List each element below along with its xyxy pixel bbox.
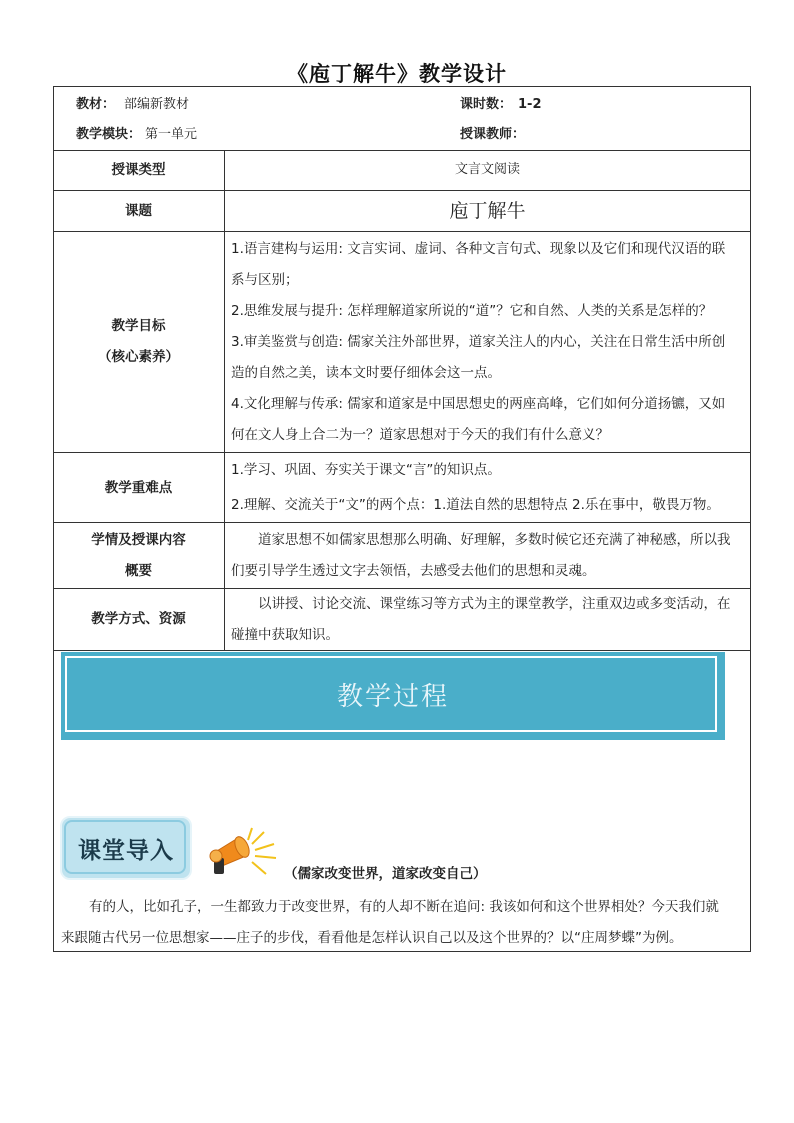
objective-line: 何在文人身上合二为一？道家思想对于今天的我们有什么意义？ bbox=[231, 427, 609, 443]
objective-line: 1.语言建构与运用: 文言实词、虚词、各种文言句式、现象以及它们和现代汉语的联 bbox=[231, 241, 726, 257]
objectives-sublabel: （核心素养） bbox=[98, 349, 179, 365]
textbook-value: 部编新教材 bbox=[124, 97, 190, 112]
module-label: 教学模块： bbox=[76, 127, 142, 142]
row-divider bbox=[53, 452, 751, 453]
methods-line: 碰撞中获取知识。 bbox=[231, 627, 339, 643]
intro-paragraph-line: 来跟随古代另一位思想家——庄子的步伐，看看他是怎样认识自己以及这个世界的？以“庄周梦蝶”为例。 bbox=[61, 930, 683, 946]
objective-line: 4.文化理解与传承: 儒家和道家是中国思想史的两座高峰，它们如何分道扬镳，又如 bbox=[231, 396, 726, 412]
objective-line: 系与区别； bbox=[231, 272, 299, 288]
hours-value: 1-2 bbox=[518, 97, 542, 112]
type-value: 文言文阅读 bbox=[454, 162, 520, 177]
topic-label: 课题 bbox=[125, 203, 152, 219]
objective-line: 2.思维发展与提升: 怎样理解道家所说的“道”？它和自然、人类的关系是怎样的？ bbox=[231, 303, 713, 319]
objectives-label: 教学目标 bbox=[111, 318, 166, 334]
topic-value: 庖丁解牛 bbox=[449, 200, 526, 222]
learning-line: 们要引导学生透过文字去领悟，去感受去他们的思想和灵魂。 bbox=[231, 563, 596, 579]
megaphone-icon bbox=[208, 826, 284, 882]
intro-badge-title: 课堂导入 bbox=[78, 838, 174, 864]
document-title: 《庖丁解牛》教学设计 bbox=[287, 61, 507, 86]
intro-paragraph-line: 有的人，比如孔子，一生都致力于改变世界，有的人却不断在追问: 我该如何和这个世界相处？今天我们就 bbox=[89, 899, 719, 915]
objective-line: 造的自然之美，读本文时要仔细体会这一点。 bbox=[231, 365, 501, 381]
type-label: 授课类型 bbox=[111, 162, 166, 178]
row-divider bbox=[53, 231, 751, 232]
row-divider bbox=[53, 522, 751, 523]
row-divider bbox=[53, 650, 751, 651]
methods-label: 教学方式、资源 bbox=[91, 611, 186, 627]
objective-line: 3.审美鉴赏与创造: 儒家关注外部世界，道家关注人的内心，关注在日常生活中所创 bbox=[231, 334, 726, 350]
process-banner-title: 教学过程 bbox=[336, 682, 449, 712]
textbook-label: 教材： bbox=[76, 97, 116, 112]
column-divider bbox=[224, 150, 225, 650]
module-value: 第一单元 bbox=[145, 127, 198, 142]
key-point-line: 1.学习、巩固、夯实关于课文“言”的知识点。 bbox=[231, 462, 501, 478]
key-point-line: 2.理解、交流关于“文”的两个点：1.道法自然的思想特点 2.乐在事中，敬畏万物。 bbox=[231, 497, 720, 513]
intro-quote: （儒家改变世界，道家改变自己） bbox=[284, 866, 487, 882]
learning-line: 道家思想不如儒家思想那么明确、好理解，多数时候它还充满了神秘感，所以我 bbox=[258, 532, 731, 548]
methods-line: 以讲授、讨论交流、课堂练习等方式为主的课堂教学，注重双边或多变活动，在 bbox=[258, 596, 731, 612]
hours-label: 课时数： bbox=[460, 97, 513, 112]
row-divider bbox=[53, 150, 751, 151]
learning-label: 学情及授课内容 bbox=[91, 532, 186, 548]
key-points-label: 教学重难点 bbox=[104, 480, 173, 496]
learning-sublabel: 概要 bbox=[125, 563, 152, 579]
teacher-label: 授课教师： bbox=[460, 127, 526, 142]
row-divider bbox=[53, 190, 751, 191]
